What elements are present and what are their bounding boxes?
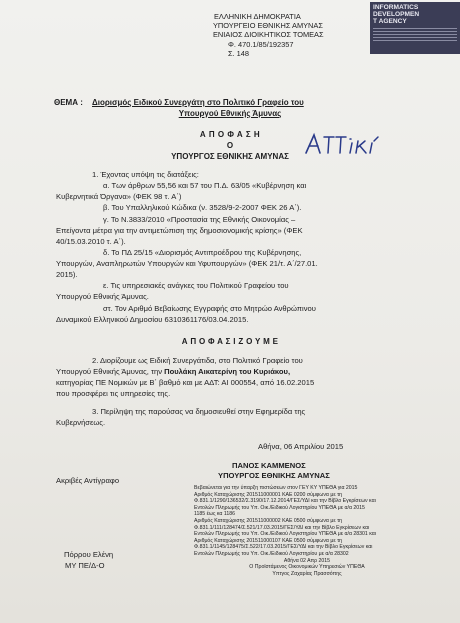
article-2-line-1: 2. Διορίζουμε ως Ειδική Συνεργάτιδα, στο Πολιτικό Γραφείο του xyxy=(92,356,303,365)
article-3-line-2: Κυβερνήσεως. xyxy=(56,418,106,427)
article-2-line-3: κατηγορίας ΠΕ Νομικών με Β΄ βαθμό και με ΑΔΤ: ΑΙ 000554, από 16.02.2015 xyxy=(56,378,315,387)
certifier-unit: ΜΥ ΠΕ/Δ-Ο xyxy=(65,561,105,570)
stamp-fine-print xyxy=(373,28,457,42)
digital-signature-stamp xyxy=(370,2,460,54)
stamp-line-3: T AGENCY xyxy=(373,18,407,25)
budget-note-line: Φ.831.1/1145/128475/Σ.522/17.03.2015/ΓΕΣ/ΥΔΙ και την Βίβλο Εγκρίσεων και xyxy=(194,544,373,551)
stamp-line-1: INFORMATICS xyxy=(373,4,419,11)
article-2-line-4: που προσφέρει τις υπηρεσίες της. xyxy=(56,389,171,398)
consideration-b: β. Του Υπαλληλικού Κώδικα (ν. 3528/9-2-2007 ΦΕΚ 26 Α΄). xyxy=(103,203,302,212)
decide-title: Α Π Ο Φ Α Σ Ι Ζ Ο Υ Μ Ε xyxy=(181,337,279,346)
stamp-line-2: DEVELOPMEN xyxy=(373,11,420,18)
appointee-name: Πουλάκη Αικατερίνη του Κυριάκου, xyxy=(164,367,291,376)
header-sector: ΕΝΙΑΙΟΣ ΔΙΟΙΚΗΤΙΚΟΣ ΤΟΜΕΑΣ xyxy=(213,30,324,39)
signature-name: ΠΑΝΟΣ ΚΑΜΜΕΝΟΣ xyxy=(232,461,306,470)
budget-note-line: Ο Προϊστάμενος Οικονομικών Υπηρεσιών ΥΠΕΘΑ xyxy=(249,564,365,571)
consideration-d-2: Υπουργών, Αναπληρωτών Υπουργών και Υφυπουργών» (ΦΕΚ 21/τ. Α΄/27.01. xyxy=(56,259,318,268)
signature-date: Αθήνα, 06 Απριλίου 2015 xyxy=(258,442,344,451)
budget-note-line: Εντολών Πληρωμής του Υπ. Οικ./Ειδικού Λογιστηρίου ΥΠΕΘΑ με α/α 28301 και xyxy=(194,531,376,538)
handwritten-annotation-icon xyxy=(300,129,392,159)
consideration-c-3: 40/15.03.2010 τ. Α΄). xyxy=(56,237,126,246)
header-file-number: Φ. 470.1/85/192357 xyxy=(228,40,294,49)
subject-line-2: Υπουργού Εθνικής Άμυνας xyxy=(178,109,282,118)
budget-note-line: Φ.831.1/1290/136532/Σ.3190/17.12.2014/ΓΕΣ/ΥΔΙ και την Βίβλο Εγκρίσεων και xyxy=(194,498,376,505)
header-republic: ΕΛΛΗΝΙΚΗ ΔΗΜΟΚΡΑΤΙΑ xyxy=(214,12,301,21)
consideration-d-3: 2015). xyxy=(56,270,78,279)
article-2-line-2-text: Υπουργού Εθνικής Άμυνας, την xyxy=(56,367,165,376)
consideration-e-1: ε. Τις υπηρεσιακές ανάγκες του Πολιτικού Γραφείου του xyxy=(103,281,289,290)
budget-note xyxy=(194,485,420,577)
considerations-intro: 1. Έχοντας υπόψη τις διατάξεις: xyxy=(92,170,199,179)
consideration-d-1: δ. Το ΠΔ 25/15 «Διορισμός Αντιπροέδρου της Κυβέρνησης, xyxy=(103,248,302,257)
budget-note-line: Βεβαιώνεται για την ύπαρξη πιστώσεων στον ΓΕΥ ΚΥ ΥΠΕΘΑ για 2015 xyxy=(194,485,358,491)
certified-copy-label: Ακριβές Αντίγραφο xyxy=(56,476,120,485)
budget-note-line: Εντολών Πληρωμής του Υπ. Οικ./Ειδικού Λογιστηρίου ΥΠΕΘΑ με α/α 2015 xyxy=(194,504,365,511)
consideration-c-1: γ. Το Ν.3833/2010 «Προστασία της Εθνικής Οικονομίας – xyxy=(103,215,296,224)
budget-note-line: Εντολών Πληρωμής του Υπ. Οικ./Ειδικού Λογιστηρίου με α/α 28302 xyxy=(194,550,349,557)
consideration-c-2: Επείγοντα μέτρα για την αντιμετώπιση της δημοσιονομικής κρίσης» (ΦΕΚ xyxy=(56,226,303,235)
consideration-a-2: Κυβερνητικά Όργανα» (ΦΕΚ 98 τ. Α΄) xyxy=(56,192,182,201)
certifier-name: Πόρρου Ελένη xyxy=(64,550,114,559)
article-2-line-2 xyxy=(56,367,290,377)
header-sigma: Σ. 148 xyxy=(228,49,250,58)
consideration-f-1: στ. Τον Αριθμό Βεβαίωσης Εγγραφής στο Μητρώο Ανθρώπινου xyxy=(103,304,316,313)
article-3-line-1: 3. Περίληψη της παρούσας να δημοσιευθεί στην Εφημερίδα της xyxy=(92,407,306,416)
budget-note-line: 1185 έως κα 1186 xyxy=(194,511,236,518)
budget-note-line: Φ.831.1/111/128474/Σ.521/17.03.2015/ΓΕΣ/ΥΔΙ και την Βίβλο Εγκρίσεων και xyxy=(194,524,370,531)
decision-minister: ΥΠΟΥΡΓΟΣ ΕΘΝΙΚΗΣ ΑΜΥΝΑΣ xyxy=(171,152,289,161)
decision-o: Ο xyxy=(226,141,234,150)
decision-title: Α Π Ο Φ Α Σ Η xyxy=(199,130,261,139)
consideration-a-1: α. Των άρθρων 55,56 και 57 του Π.Δ. 63/05 «Κυβέρνηση και xyxy=(103,181,307,190)
budget-note-line: Αθήνα 02 Απρ 2015 xyxy=(283,557,331,564)
subject-label: ΘΕΜΑ : xyxy=(54,98,83,107)
consideration-e-2: Υπουργού Εθνικής Άμυνας. xyxy=(56,292,149,301)
subject-line-1: Διορισμός Ειδικού Συνεργάτη στο Πολιτικό Γραφείο του xyxy=(92,98,304,107)
budget-note-line: Αριθμός Καταχώρισης 201511000002 ΚΑΕ 0500 σύμφωνα με τη xyxy=(194,517,343,524)
header-ministry: ΥΠΟΥΡΓΕΙΟ ΕΘΝΙΚΗΣ ΑΜΥΝΑΣ xyxy=(213,21,323,30)
budget-note-line: Υπτγος Ζαχαρίας Πρασσόπης xyxy=(272,570,342,577)
budget-note-line: Αριθμός Καταχώρισης 201511000001 ΚΑΕ 0200 σύμφωνα με τη xyxy=(194,491,343,498)
signature-title: ΥΠΟΥΡΓΟΣ ΕΘΝΙΚΗΣ ΑΜΥΝΑΣ xyxy=(218,471,330,480)
budget-note-line: Αριθμός Καταχώρισης 201511000107 ΚΑΕ 0500 σύμφωνα με τη xyxy=(194,537,343,544)
consideration-f-2: Δυναμικού Ελληνικού Δημοσίου 6310361176/03.04.2015. xyxy=(56,315,249,324)
